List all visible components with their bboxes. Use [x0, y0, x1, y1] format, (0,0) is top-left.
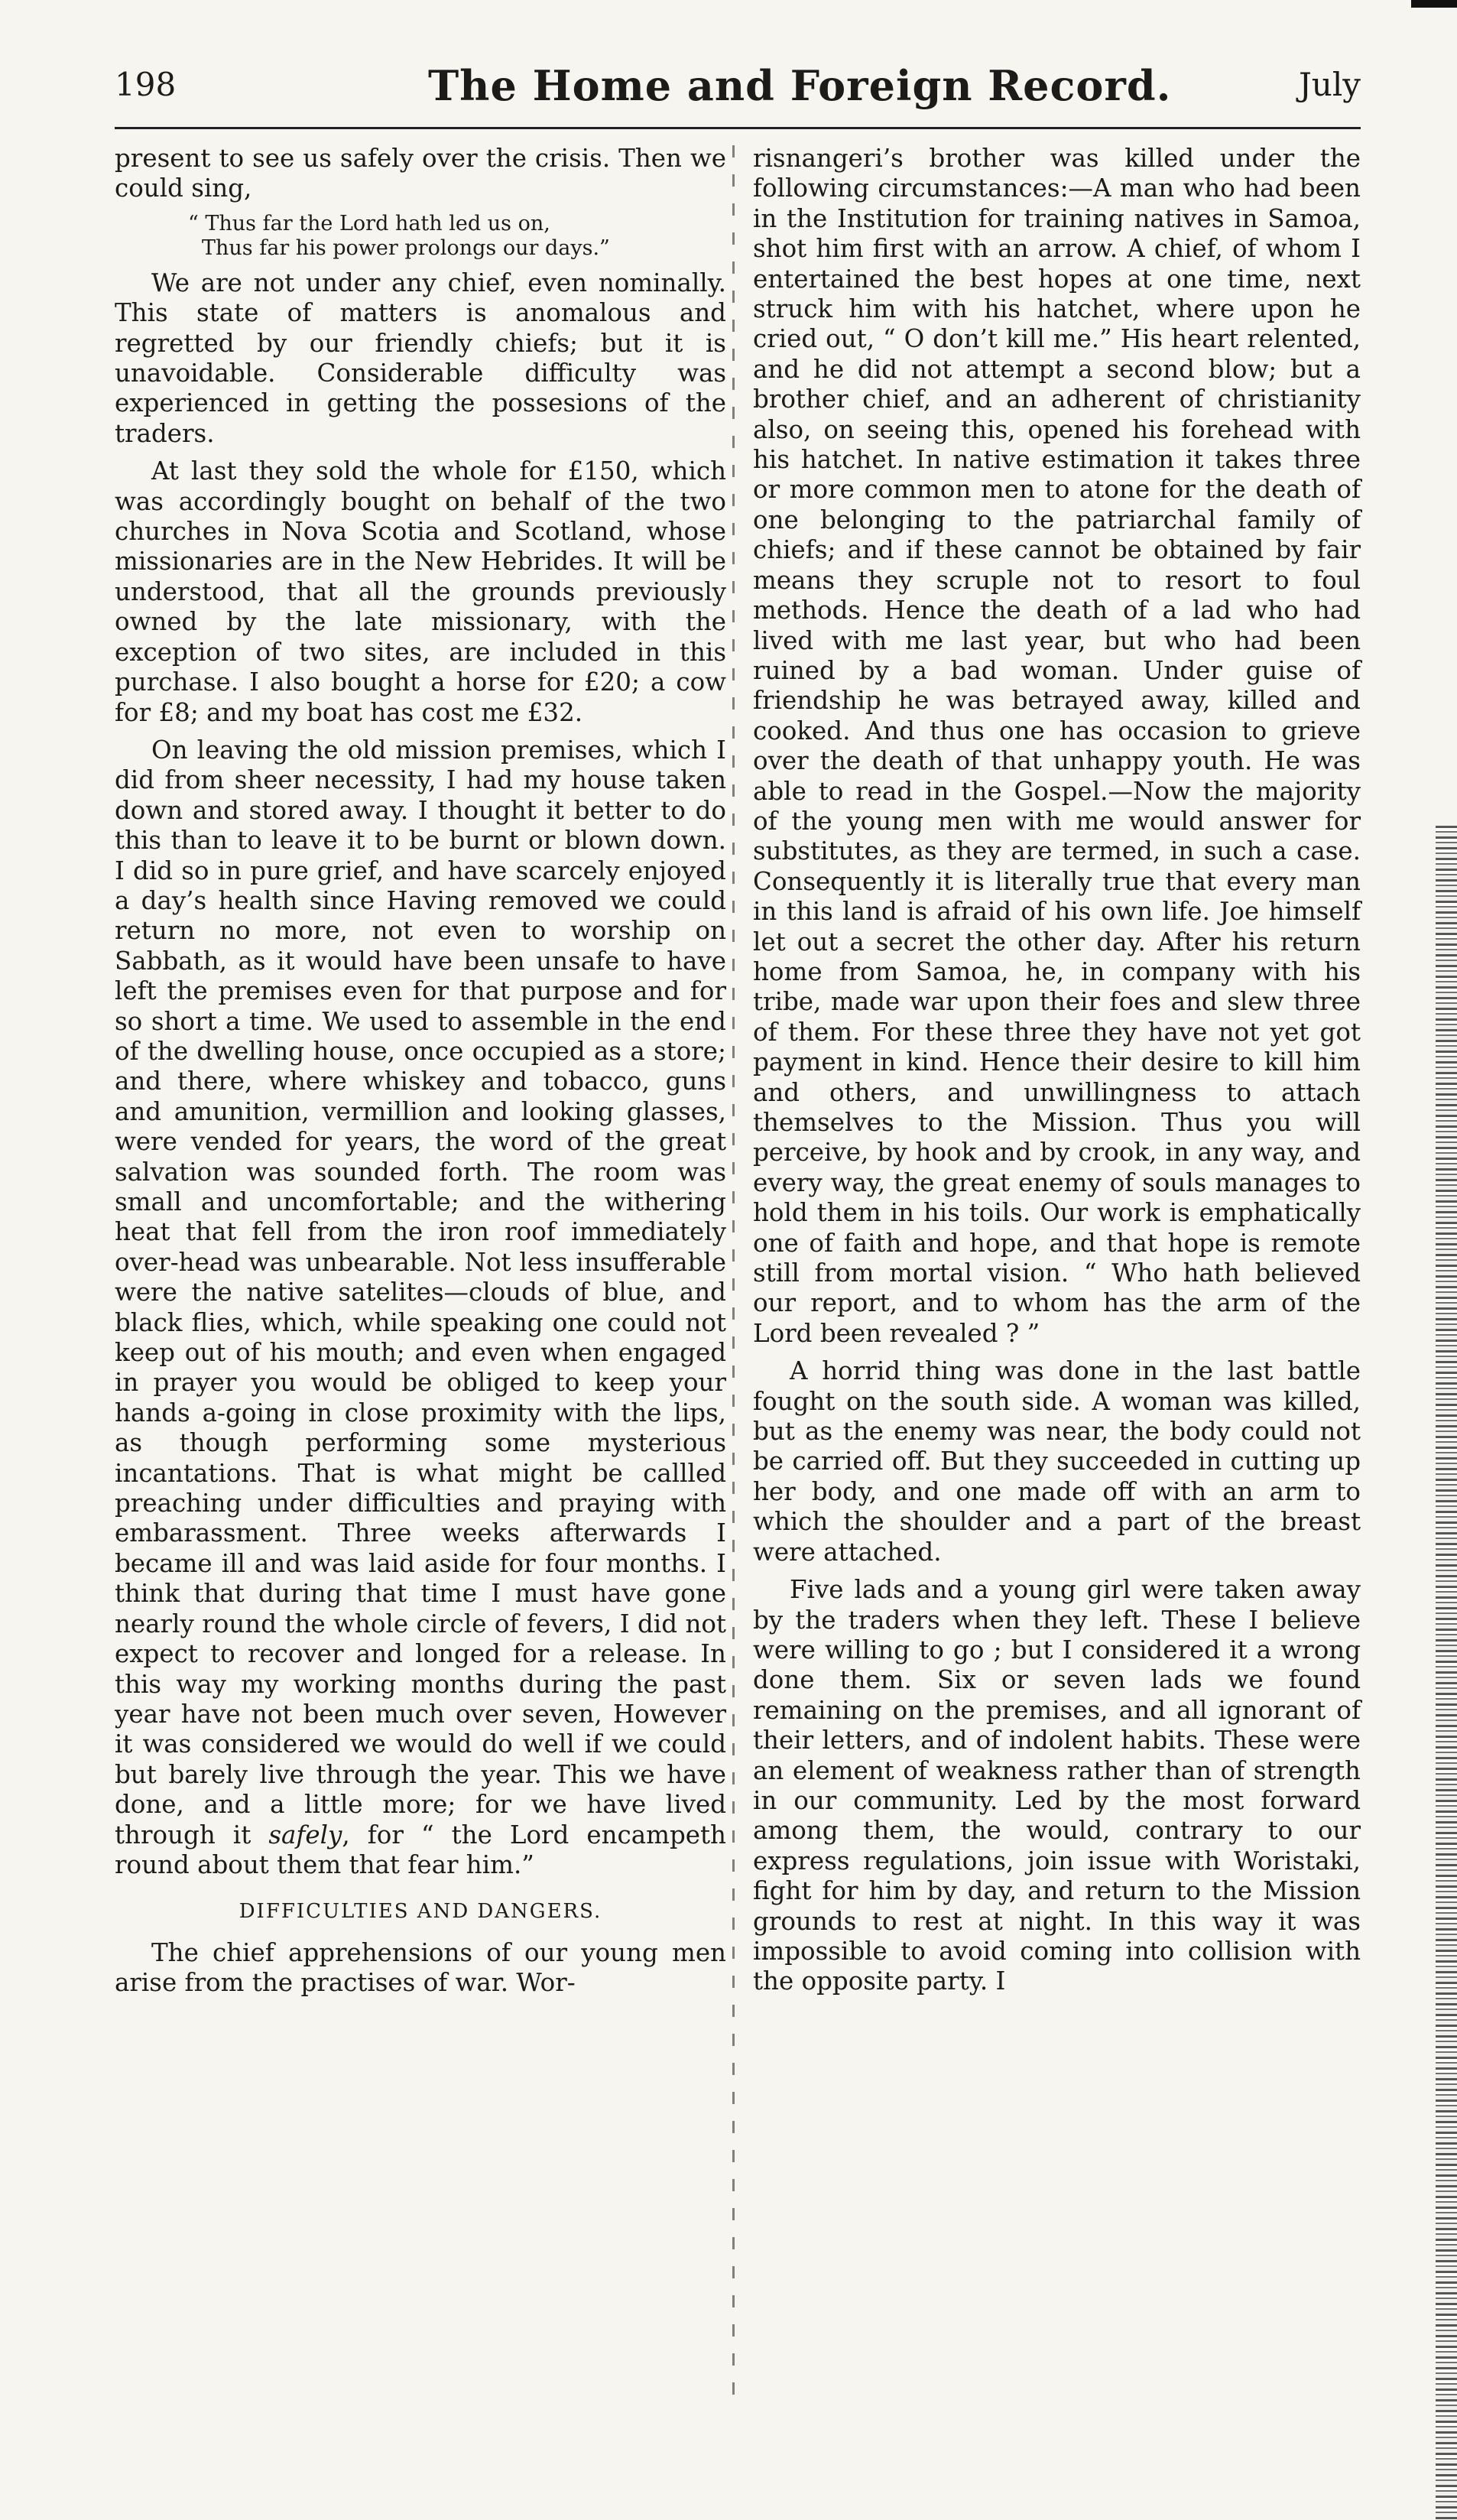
paragraph: At last they sold the whole for £150, which was accordingly bought on behalf of the two churches in Nova Scotia and Scotland, whose missionaries are in the New Hebrides. It will be understood, that all the grounds previously owned by the late missionary, with the exception of two sites, are included in this purchase. I also bought a horse for £20; a cow for £8; and my boat has cost me £32.: [115, 456, 726, 727]
verse-line: Thus far his power prolongs our days.”: [202, 235, 610, 260]
paragraph-text: On leaving the old mission premises, which I did from sheer necessity, I had my house taken down and stored away. I thought it better to do this than to leave it to be burnt or blown down. I did so in pure grief, and have scarcely enjoyed a day’s health since Having removed we could return no more, not even to worship on Sabbath, as it would have been unsafe to have left the premises even for that purpose and for so short a time. We used to assemble in the end of the dwelling house, once occupied as a store; and there, where whiskey and tobacco, guns and amunition, vermillion and looking glasses, were vended for years, the word of the great salvation was sounded forth. The room was small and uncomfortable; and the withering heat that fell from the iron roof immediately over-head was unbearable. Not less insufferable were the native satelites—clouds of blue, and black flies, which, while speaking one could not keep out of his mouth; and even when engaged in prayer you would be obliged to keep your hands a-going in close proximity with the lips, as though performing some mysterious incantations. That is what might be callled preaching under difficulties and praying with embarassment. Three weeks afterwards I became ill and was laid aside for four months. I think that during that time I must have gone nearly round the whole circle of fevers, I did not expect to recover and longed for a release. In this way my working months during the past year have not been much over seven, However it was considered we would do well if we could but barely live through the year. This we have done, and a little more; for we have lived through it: [115, 735, 726, 1849]
page-edge-scan-artifact: [1436, 826, 1457, 2520]
hymn-quotation: [188, 212, 726, 261]
column-divider: [732, 145, 735, 2401]
header-rule: [115, 127, 1361, 129]
section-heading: DIFFICULTIES AND DANGERS.: [239, 1900, 602, 1924]
paragraph: We are not under any chief, even nominally. This state of matters is anomalous and regretted by our friendly chiefs; but it is unavoidable. Considerable difficulty was experienced in getting the possesions of the traders.: [115, 268, 726, 448]
paragraph: present to see us safely over the crisis. Then we could sing,: [115, 144, 726, 203]
italic-word: safely: [268, 1820, 342, 1849]
paragraph-text: , for “ the Lord encampeth round about them that fear him.”: [115, 1820, 726, 1879]
page-edge-mark: [1411, 0, 1457, 8]
issue-month: July: [1298, 66, 1361, 103]
running-title: The Home and Foreign Record.: [428, 61, 1172, 110]
paragraph: A horrid thing was done in the last battle fought on the south side. A woman was killed, but as the enemy was near, the body could not be carried off. But they succeeded in cutting up her body, and one made off with an arm to which the shoulder and a part of the breast were attached.: [753, 1356, 1361, 1567]
paragraph: The chief apprehensions of our young men arise from the practises of war. Wor-: [115, 1937, 726, 1998]
paragraph: risnangeri’s brother was killed under the following circumstances:—A man who had been in the Institution for training natives in Samoa, shot him first with an arrow. A chief, of whom I entertained the best hopes at one time, next struck him with his hatchet, where upon he cried out, “ O don’t kill me.” His heart relented, and he did not attempt a second blow; but a brother chief, and an adherent of christianity also, on seeing this, opened his forehead with his hatchet. In native estimation it takes three or more common men to atone for the death of one belonging to the patriarchal family of chiefs; and if these cannot be obtained by fair means they scruple not to resort to foul methods. Hence the death of a lad who had lived with me last year, but who had been ruined by a bad woman. Under guise of friendship he was betrayed away, killed and cooked. And thus one has occasion to grieve over the death of that unhappy youth. He was able to read in the Gospel.—Now the majority of the young men with me would answer for substitutes, as they are termed, in such a case. Consequently it is literally true that every man in this land is afraid of his own life. Joe himself let out a secret the other day. After his return home from Samoa, he, in company with his tribe, made war upon their foes and slew three of them. For these three they have not yet got payment in kind. Hence their desire to kill him and others, and unwillingness to attach themselves to the Mission. Thus you will perceive, by hook and by crook, in any way, and every way, the great enemy of souls manages to hold them in his toils. Our work is emphatically one of faith and hope, and that hope is remote still from mortal vision. “ Who hath believed our report, and to whom has the arm of the Lord been revealed ? ”: [753, 144, 1361, 1348]
paragraph: Five lads and a young girl were taken away by the traders when they left. These I believe were willing to go ; but I considered it a wrong done them. Six or seven lads we found remaining on the premises, and all ignorant of their letters, and of indolent habits. These were an element of weakness rather than of strength in our community. Led by the most forward among them, the would, contrary to our express regulations, join issue with Woristaki, fight for him by day, and return to the Mission grounds to rest at night. In this way it was impossible to avoid coming into collision with the opposite party. I: [753, 1575, 1361, 1996]
right-column: [753, 144, 1361, 2005]
paragraph: [115, 736, 726, 1880]
verse-line: “ Thus far the Lord hath led us on,: [188, 211, 550, 235]
running-header: [115, 55, 1361, 116]
page-number: 198: [115, 66, 177, 103]
left-column: [115, 144, 726, 2006]
